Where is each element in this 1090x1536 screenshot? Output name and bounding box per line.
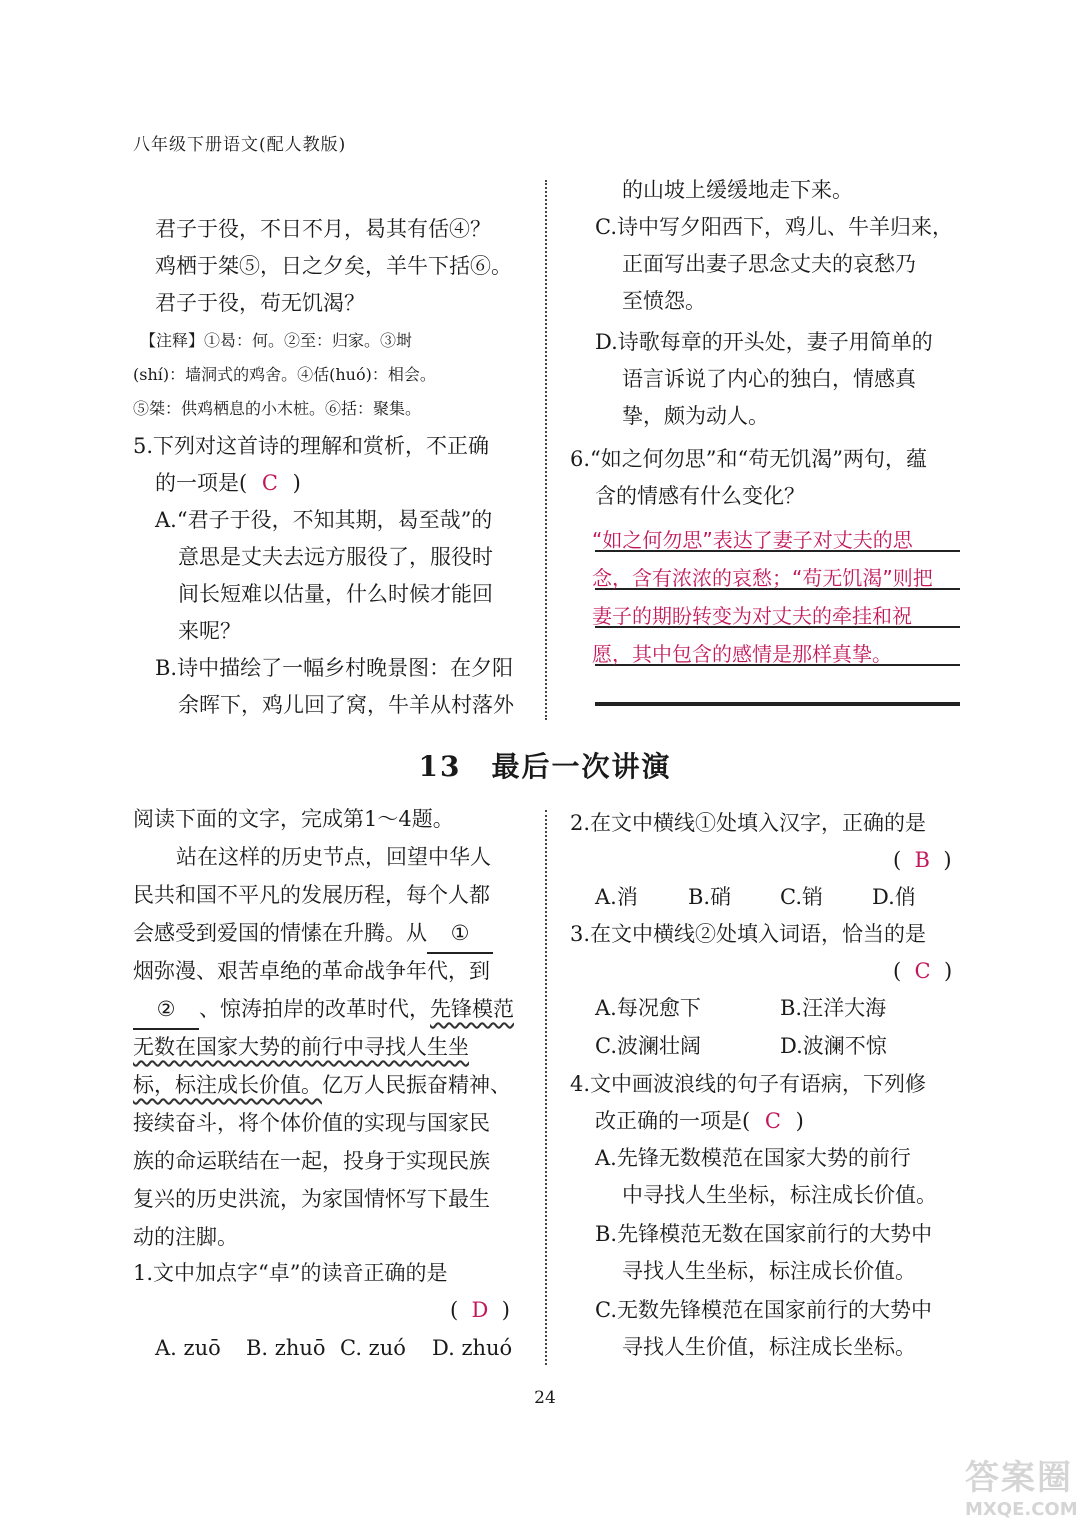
option-line: 来呢？ — [178, 619, 241, 643]
question-3-answer: C — [914, 959, 931, 983]
question-4-stem: 4.文中画波浪线的句子有语病，下列修 — [570, 1072, 927, 1096]
question-6-stem: 6.“如之何勿思”和“苟无饥渴”两句，蕴 — [570, 447, 927, 471]
question-1-paren: ( D ) — [450, 1298, 510, 1322]
handwritten-answer-line: 念，含有浓浓的哀愁；“苟无饥渴”则把 — [592, 566, 933, 590]
question-2-paren: ( B ) — [893, 848, 952, 872]
answer-rule — [595, 666, 960, 706]
handwritten-answer-line: 妻子的期盼转变为对丈夫的牵挂和祝 — [592, 604, 912, 628]
option-line: 间长短难以估量，什么时候才能回 — [178, 582, 493, 606]
handwritten-answer-line: “如之何勿思”表达了妻子对丈夫的思 — [592, 528, 913, 552]
question-5-answer: C — [261, 471, 278, 495]
passage-line: 烟弥漫、艰苦卓绝的革命战争年代，到 — [133, 959, 490, 983]
poem-line: 鸡栖于桀⑤，日之夕矣，羊牛下括⑥。 — [155, 254, 512, 278]
option-line: 寻找人生价值，标注成长坐标。 — [622, 1335, 916, 1359]
question-5-stem-cont: 的一项是( C ) — [155, 471, 301, 495]
column-divider-bottom — [545, 810, 547, 1365]
section-title: 13 最后一次讲演 — [418, 750, 672, 783]
option-line: C.无数先锋模范在国家前行的大势中 — [595, 1298, 932, 1322]
question-3-stem: 3.在文中横线②处填入词语，恰当的是 — [570, 922, 927, 946]
option-line: 正面写出妻子思念丈夫的哀愁乃 — [622, 252, 916, 276]
question-1-answer: D — [471, 1298, 489, 1322]
passage-line: ② 、惊涛拍岸的改革时代，先锋模范 — [133, 991, 514, 1028]
question-1-stem: 1.文中加点字“卓”的读音正确的是 — [133, 1261, 448, 1285]
handwritten-answer-line: 愿，其中包含的感情是那样真挚。 — [592, 642, 892, 666]
option-line: C. zuó — [340, 1336, 406, 1360]
option-line: C.波澜壮阔 — [595, 1034, 701, 1058]
question-2-answer: B — [914, 848, 930, 872]
passage-line: 标，标注成长价值。亿万人民振奋精神、 — [133, 1073, 511, 1097]
column-divider-top — [545, 180, 547, 720]
option-line: 中寻找人生坐标，标注成长价值。 — [622, 1183, 937, 1207]
option-line: C.诗中写夕阳西下，鸡儿、牛羊归来， — [595, 215, 953, 239]
page-number: 24 — [534, 1388, 556, 1408]
option-line: A.消 — [595, 885, 638, 909]
annotation-line: (shí)：墙洞式的鸡舍。④佸(huó)：相会。 — [133, 365, 436, 384]
passage-line: 复兴的历史洪流，为家国情怀写下最生 — [133, 1187, 490, 1211]
question-4-answer: C — [764, 1109, 781, 1133]
option-line: 至愤怨。 — [622, 289, 706, 313]
poem-line: 君子于役，不日不月，曷其有佸④？ — [155, 217, 491, 241]
watermark-text: 答案圈 — [965, 1458, 1073, 1498]
option-line: D.波澜不惊 — [780, 1034, 887, 1058]
blank-1: ① — [427, 915, 493, 954]
wavy-sentence: 先锋模范 — [430, 997, 514, 1021]
option-line: A.先锋无数模范在国家大势的前行 — [595, 1146, 911, 1170]
wavy-sentence: 标，标注成长价值。 — [133, 1073, 322, 1097]
passage-line: 站在这样的历史节点，回望中华人 — [176, 845, 491, 869]
question-4-stem-cont: 改正确的一项是( C ) — [595, 1109, 804, 1133]
option-line: C.销 — [780, 885, 823, 909]
passage-line: 动的注脚。 — [133, 1225, 238, 1249]
option-line: B. zhuō — [246, 1336, 326, 1360]
option-line: D.诗歌每章的开头处，妻子用简单的 — [595, 330, 933, 354]
passage-line: 民共和国不平凡的发展历程，每个人都 — [133, 883, 490, 907]
option-line: A.每况愈下 — [595, 996, 701, 1020]
option-line: A.“君子于役，不知其期，曷至哉”的 — [155, 508, 493, 532]
option-line: D. zhuó — [432, 1336, 513, 1360]
option-line: B.汪洋大海 — [780, 996, 887, 1020]
watermark-url: MXQE.COM — [965, 1499, 1078, 1520]
blank-2: ② — [133, 991, 199, 1030]
watermark-logo — [965, 1450, 1080, 1530]
wavy-sentence: 无数在国家大势的前行中寻找人生坐 — [133, 1035, 469, 1059]
annotation-line: ⑤桀：供鸡栖息的小木桩。⑥括：聚集。 — [133, 399, 422, 418]
option-line: A. zuō — [155, 1336, 221, 1360]
option-line: 寻找人生坐标，标注成长价值。 — [622, 1259, 916, 1283]
passage-line: 接续奋斗，将个体价值的实现与国家民 — [133, 1111, 490, 1135]
question-3-paren: ( C ) — [893, 959, 953, 983]
question-5-stem: 5.下列对这首诗的理解和赏析，不正确 — [133, 434, 490, 458]
option-line: 意思是丈夫去远方服役了，服役时 — [178, 545, 493, 569]
question-6-stem: 含的情感有什么变化？ — [595, 484, 805, 508]
option-line: 语言诉说了内心的独白，情感真 — [622, 367, 916, 391]
passage-line: 族的命运联结在一起，投身于实现民族 — [133, 1149, 490, 1173]
passage-line: 会感受到爱国的情愫在升腾。从 ① — [133, 915, 493, 952]
poem-line: 君子于役，苟无饥渴？ — [155, 291, 365, 315]
option-line: B.硝 — [688, 885, 732, 909]
option-line: 挚，颇为动人。 — [622, 404, 769, 428]
annotation-line: 【注释】①曷：何。②至：归家。③埘 — [140, 331, 413, 350]
option-line: D.俏 — [872, 885, 916, 909]
option-line: 的山坡上缓缓地走下来。 — [622, 178, 853, 202]
book-header: 八年级下册语文(配人教版) — [133, 135, 347, 155]
option-line: B.诗中描绘了一幅乡村晚景图：在夕阳 — [155, 656, 514, 680]
option-line: B.先锋模范无数在国家前行的大势中 — [595, 1222, 933, 1246]
reading-instruction: 阅读下面的文字，完成第1～4题。 — [133, 807, 454, 831]
option-line: 余晖下，鸡儿回了窝，牛羊从村落外 — [178, 693, 514, 717]
question-2-stem: 2.在文中横线①处填入汉字，正确的是 — [570, 811, 927, 835]
